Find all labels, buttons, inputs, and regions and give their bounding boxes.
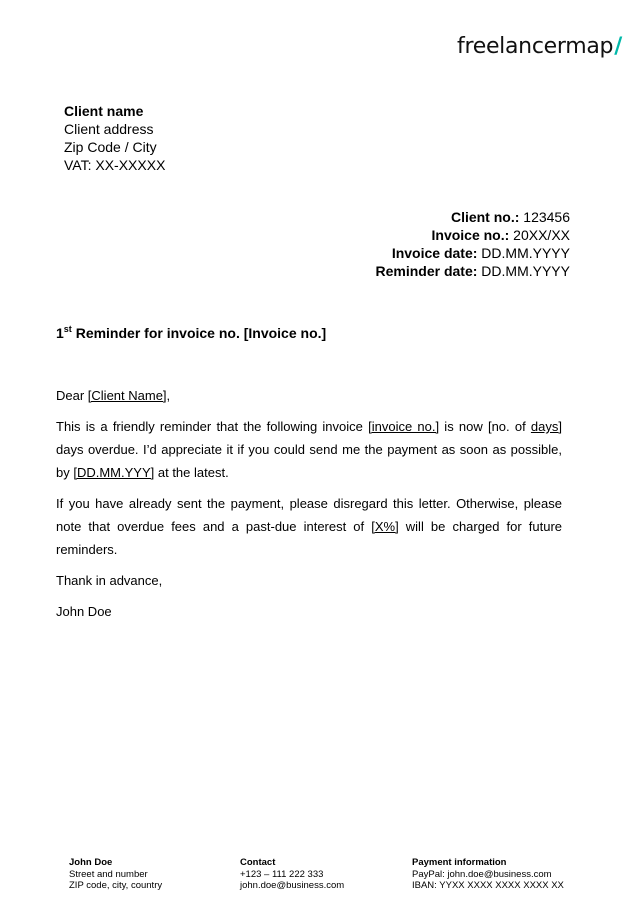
p1-days-placeholder: days] [530,419,562,434]
invoice-no-label: Invoice no.: [431,227,510,243]
freelancermap-logo [457,34,622,59]
footer-contact-title: Contact [240,857,276,868]
client-no-label: Client no.: [450,209,520,225]
invoice-date-value: DD.MM.YYYY [477,245,570,261]
client-address: Client address [64,121,154,137]
footer-sender-city: ZIP code, city, country [69,880,163,891]
invoice-date-label: Invoice date: [391,245,478,261]
subject-text: Reminder for invoice no. [Invoice no.] [71,325,327,341]
p1-text-b: is now [no. of [439,419,531,434]
invoice-no-row [300,226,570,244]
client-no-value: 123456 [519,209,570,225]
greeting [56,384,562,407]
greeting-suffix: , [166,388,171,403]
p1-invoice-placeholder: [invoice no.] [368,419,440,434]
footer-contact-column [240,857,344,892]
logo-text: freelancermap [457,34,614,59]
footer-sender-title: John Doe [69,857,113,868]
p1-text-c: days overdue. I’d appreciate it if you could send me the payment as soon as possible, by [56,442,562,480]
reminder-date-label: Reminder date: [375,263,478,279]
footer-contact-phone: +123 – 111 222 333 [240,868,324,880]
closing-line: Thank in advance, [56,573,163,588]
subject-superscript: st [63,324,72,334]
invoice-meta-block [300,208,570,280]
p1-text-d: at the latest. [154,465,229,480]
client-address-block [64,102,165,174]
client-zip-city: Zip Code / City [64,139,157,155]
p2-percent-placeholder: [X%] [371,519,399,534]
footer-payment-column [412,857,564,892]
logo-slash: / [614,34,622,59]
footer-payment-paypal: PayPal: john.doe@business.com [412,868,552,880]
footer-payment-title: Payment information [412,857,507,868]
greeting-prefix: Dear [56,388,88,403]
paragraph-overdue [56,415,562,484]
p2-text-a: If you have already sent the payment, please disregard this letter. Otherwise, please note that overdue fees and a past-due interest of [56,496,562,534]
reminder-subject [56,325,326,341]
p1-date-placeholder: [DD.MM.YYY] [73,465,155,480]
paragraph-fees [56,492,562,561]
signature-name: John Doe [56,604,112,619]
footer-sender-column [69,857,162,892]
client-name: Client name [64,103,144,119]
invoice-date-row [300,244,570,262]
p1-text-a: This is a friendly reminder that the following invoice [56,419,369,434]
letter-body [56,384,562,631]
greeting-client-name: [Client Name] [87,388,167,403]
subject-number: 1 [56,325,64,341]
footer-contact-email: john.doe@business.com [240,880,345,891]
client-vat: VAT: XX-XXXXX [64,157,166,173]
client-no-row [300,208,570,226]
footer-sender-street: Street and number [69,868,148,880]
invoice-no-value: 20XX/XX [509,227,570,243]
p2-text-b: will be charged for future reminders. [56,519,563,557]
footer-payment-iban: IBAN: YYXX XXXX XXXX XXXX XX [412,880,564,891]
reminder-date-row [300,262,570,280]
reminder-date-value: DD.MM.YYYY [477,263,570,279]
